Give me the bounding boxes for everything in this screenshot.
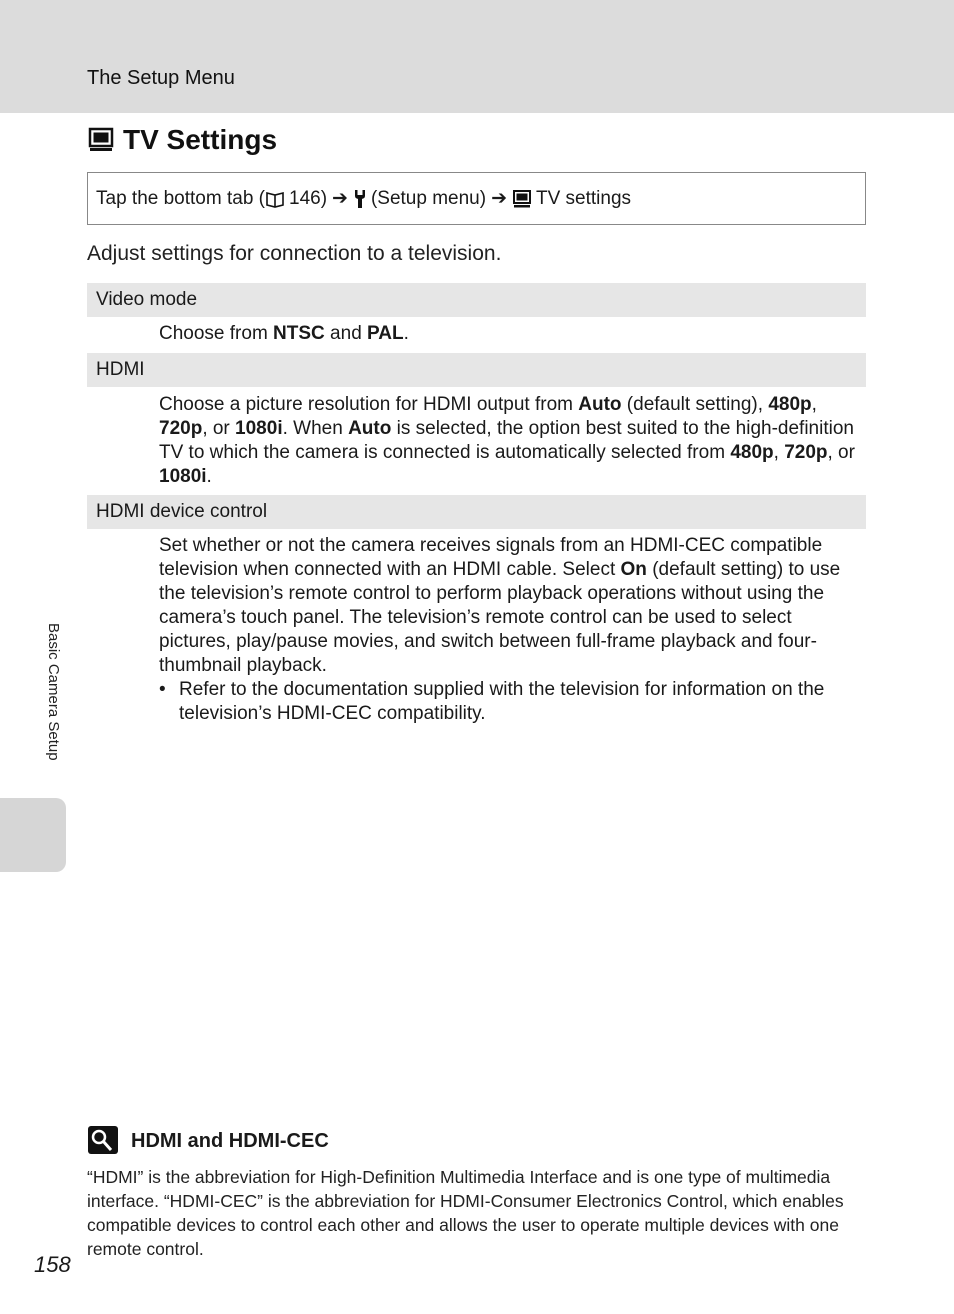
header-band xyxy=(0,0,954,113)
bullet-icon: • xyxy=(159,679,166,700)
book-icon xyxy=(265,190,285,208)
nav-tv-settings: TV settings xyxy=(536,187,632,209)
side-tab-label: Basic Camera Setup xyxy=(45,623,62,761)
section-header-video-mode: Video mode xyxy=(87,283,866,317)
arrow-right-icon: ➔ xyxy=(332,188,348,209)
section-header-hdmi-device-control: HDMI device control xyxy=(87,495,866,529)
section-header-title: The Setup Menu xyxy=(87,67,235,89)
arrow-right-icon: ➔ xyxy=(491,188,507,209)
page-number: 158 xyxy=(34,1252,71,1277)
tv-icon xyxy=(87,126,115,154)
navigation-path xyxy=(87,172,866,225)
nav-page-ref: 146) xyxy=(289,187,328,209)
tv-icon xyxy=(512,189,532,209)
page-title xyxy=(87,124,277,156)
intro-text: Adjust settings for connection to a television. xyxy=(87,242,502,265)
section-body-video-mode: Choose from NTSC and PAL. xyxy=(159,323,409,344)
nav-tap-text: Tap the bottom tab ( xyxy=(96,187,265,209)
section-body-hdmi-device-control xyxy=(159,534,859,726)
note-icon xyxy=(87,1125,119,1155)
list-item: • Refer to the documentation supplied with the television for information on the television’s HDMI-CEC compatibility. xyxy=(159,679,825,724)
section-body-hdmi: Choose a picture resolution for HDMI output from Auto (default setting), 480p, 720p, or 1080i. When Auto is selected, the option best suited to the high-definition TV to which the camera is connected is automatically selected from 480p, 720p, or 1080i. xyxy=(159,394,855,487)
note-body: “HDMI” is the abbreviation for High-Definition Multimedia Interface and is one type of multimedia interface. “HDMI-CEC” is the abbreviation for HDMI-Consumer Electronics Control, which enables compatible devices to control each other and allows the user to operate multiple devices with one remote control. xyxy=(87,1167,844,1259)
page-title-text: TV Settings xyxy=(123,124,278,155)
section-header-hdmi: HDMI xyxy=(87,353,866,387)
hdmi-device-control-paragraph: Set whether or not the camera receives signals from an HDMI-CEC compatible television when connected with an HDMI cable. Select On (default setting) to use the television’s remote control to perform playback operations without using the camera’s touch panel. The television’s remote control can be used to select pictures, play/pause movies, and switch between full-frame playback and four-thumbnail playback. xyxy=(159,535,841,676)
side-tab xyxy=(0,798,66,872)
nav-setup-menu: (Setup menu) xyxy=(370,187,487,209)
note-title: HDMI and HDMI-CEC xyxy=(131,1130,329,1152)
wrench-icon xyxy=(353,189,367,209)
